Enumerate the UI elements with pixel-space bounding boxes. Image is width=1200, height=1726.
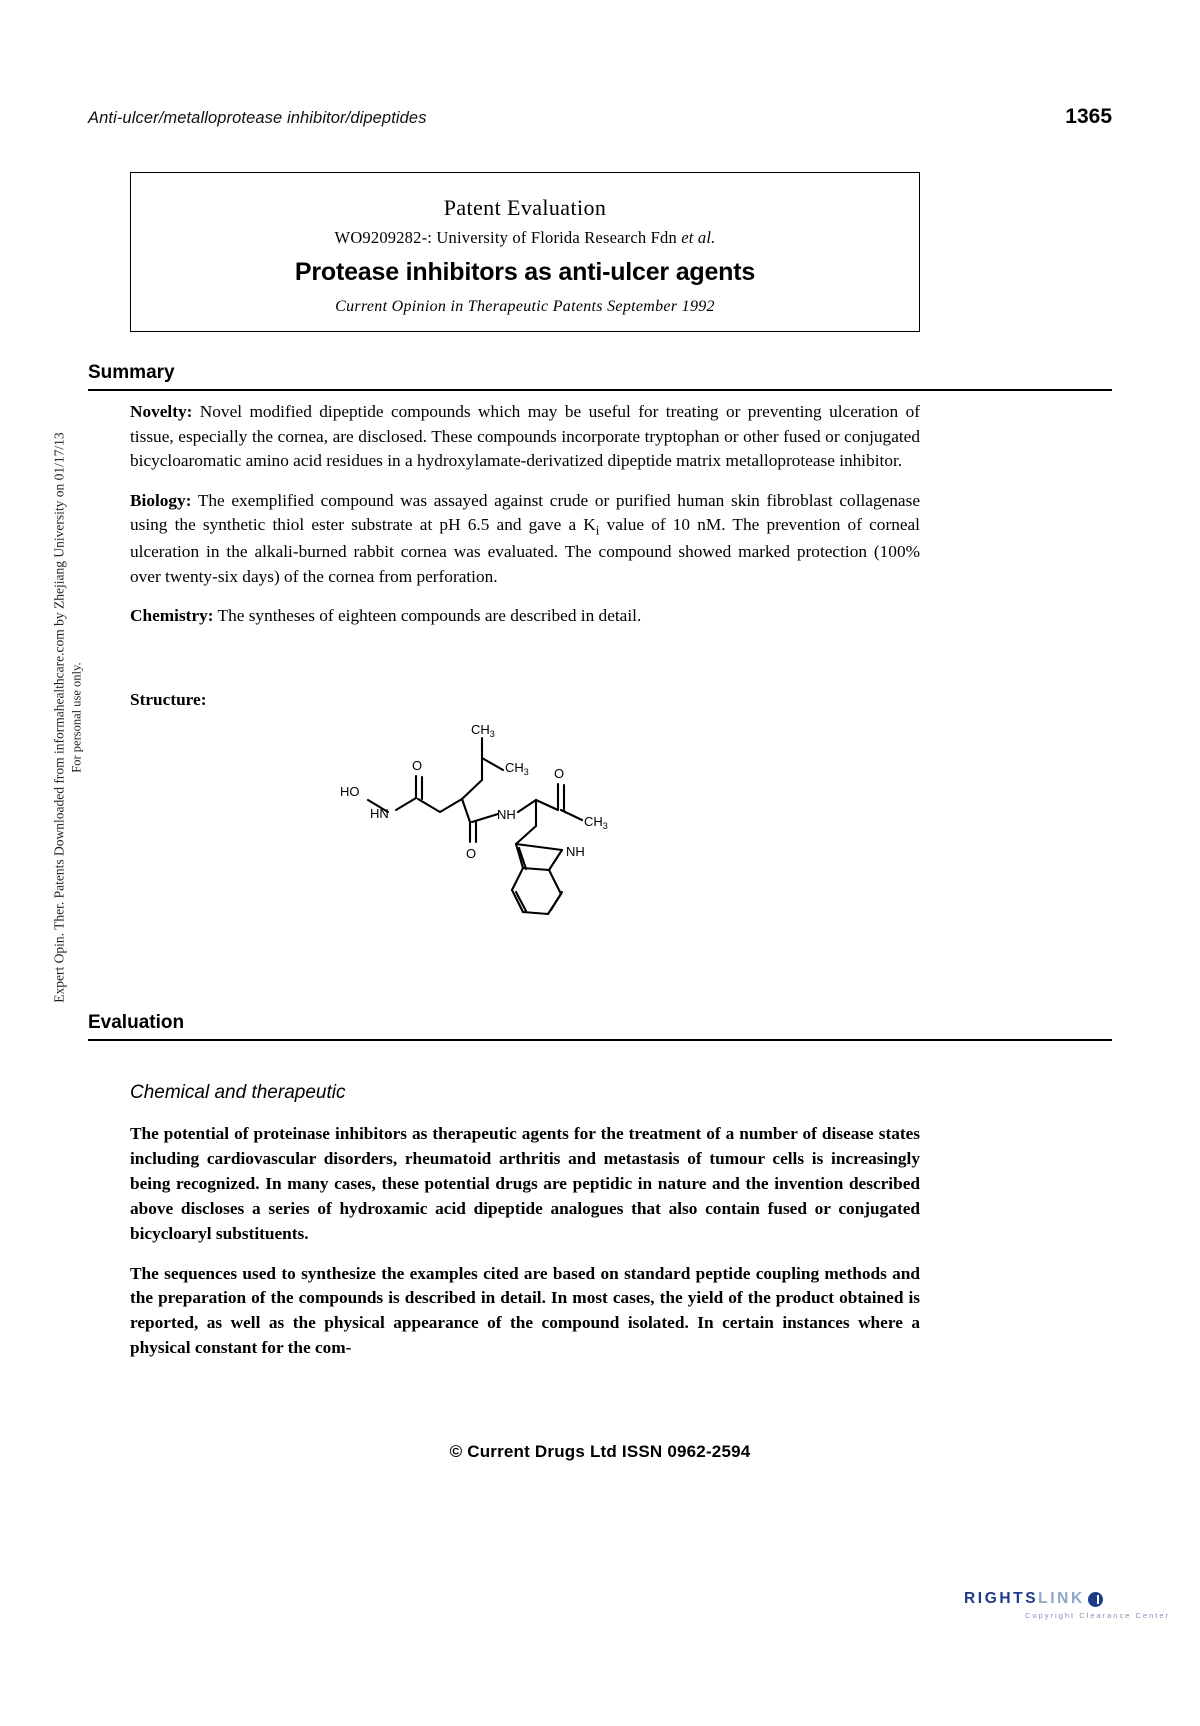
journal-citation: Current Opinion in Therapeutic Patents September 1992: [335, 298, 715, 315]
rightslink-wordmark: [964, 1590, 1176, 1608]
label-nh-indole: NH: [566, 844, 585, 859]
summary-biology-paragraph: [130, 489, 920, 590]
section-heading-evaluation: Evaluation: [88, 1012, 1112, 1041]
label-ho: HO: [340, 784, 360, 799]
label-nh-amide: NH: [497, 807, 516, 822]
label-ch3-mid: $CH_3$: [505, 760, 529, 777]
download-side-note: [50, 398, 85, 1038]
download-side-note-line1: Expert Opin. Ther. Patents Downloaded from informahealthcare.com by Zhejiang University on 01/17/13: [51, 432, 67, 1003]
patent-evaluation-kicker: Patent Evaluation: [443, 195, 607, 220]
summary-novelty-paragraph: [130, 400, 920, 474]
label-ch3-top: $CH_3$: [471, 722, 495, 739]
running-head-title: Anti-ulcer/metalloprotease inhibitor/dipeptides: [88, 109, 427, 127]
biology-subscript: i: [595, 522, 600, 538]
section-heading-summary: Summary: [88, 362, 1112, 391]
rightslink-word-rights: RIGHTS: [964, 1590, 1039, 1607]
download-side-note-line2: For personal use only.: [69, 662, 84, 773]
running-head: [88, 105, 1112, 129]
evaluation-paragraph-2: The sequences used to synthesize the examples cited are based on standard peptide coupling methods and the preparation of the compounds is described in detail. In most cases, the yield of the product obtained is reported, as well as the physical appearance of the compound isolated. In certain instances where a physical constant for the com-: [130, 1263, 920, 1358]
rightslink-tagline: Copyright Clearance Center: [1025, 1611, 1170, 1620]
chemical-structure-figure: [330, 722, 760, 972]
novelty-text: Novel modified dipeptide compounds which may be useful for treating or preventing ulceration of tissue, especially the cornea, are disclosed. These compounds incorporate tryptophan or other fused or conjugated bicycloaromatic amino acid residues in a hydroxylamate-derivatized dipeptide matrix metalloprotease inhibitor.: [130, 402, 920, 471]
evaluation-paragraph-1: The potential of proteinase inhibitors as therapeutic agents for the treatment of a number of disease states including cardiovascular disorders, rheumatoid arthritis and metastasis of tumour cells is increasingly being recognized. In many cases, these potential drugs are peptidic in nature and the invention described above discloses a series of hydroxamic acid dipeptide analogues that also contain fused or conjugated bicycloaryl substituents.: [130, 1124, 920, 1243]
structure-label: Structure:: [130, 690, 207, 709]
patent-number-line: [131, 228, 919, 248]
page-number: 1365: [1065, 105, 1112, 128]
footer-copyright: © Current Drugs Ltd ISSN 0962-2594: [449, 1442, 751, 1461]
patent-number-text: WO9209282-: University of Florida Research Fdn: [334, 228, 682, 247]
evaluation-body: [130, 1122, 920, 1376]
label-o-amide: O: [466, 846, 477, 861]
chemistry-lead: Chemistry:: [130, 606, 214, 626]
rightslink-badge[interactable]: [964, 1590, 1176, 1632]
label-ch3-right: $CH_3$: [584, 814, 608, 831]
label-o-acetyl: O: [554, 766, 565, 781]
summary-body: [130, 400, 920, 644]
patent-evaluation-box: [130, 172, 920, 332]
subheading-chemical-therapeutic: Chemical and therapeutic: [130, 1082, 346, 1103]
label-o-hydroxamate: O: [412, 758, 423, 773]
rightslink-circle-icon: [1088, 1592, 1103, 1607]
novelty-lead: Novelty:: [130, 402, 193, 421]
label-hn: HN: [370, 806, 389, 821]
chemistry-text: The syntheses of eighteen compounds are described in detail.: [213, 606, 642, 626]
biology-text-2: value of 10 nM. The prevention of corneal ulceration in the alkali-burned rabbit cornea was evaluated. The compound showed marked protection (100% over twenty-six days) of the cornea from perforation.: [130, 515, 920, 586]
summary-chemistry-paragraph: [130, 604, 920, 629]
rightslink-word-link: LINK: [1038, 1590, 1085, 1607]
page-title: Protease inhibitors as anti-ulcer agents: [294, 258, 756, 286]
biology-lead: Biology:: [130, 490, 192, 510]
biology-text-1: The exemplified compound was assayed against crude or purified human skin fibroblast collagenase using the synthetic thiol ester substrate at pH 6.5 and gave a K: [130, 490, 920, 535]
patent-etal: et al.: [681, 228, 716, 247]
chemical-structure-svg: [330, 722, 760, 972]
